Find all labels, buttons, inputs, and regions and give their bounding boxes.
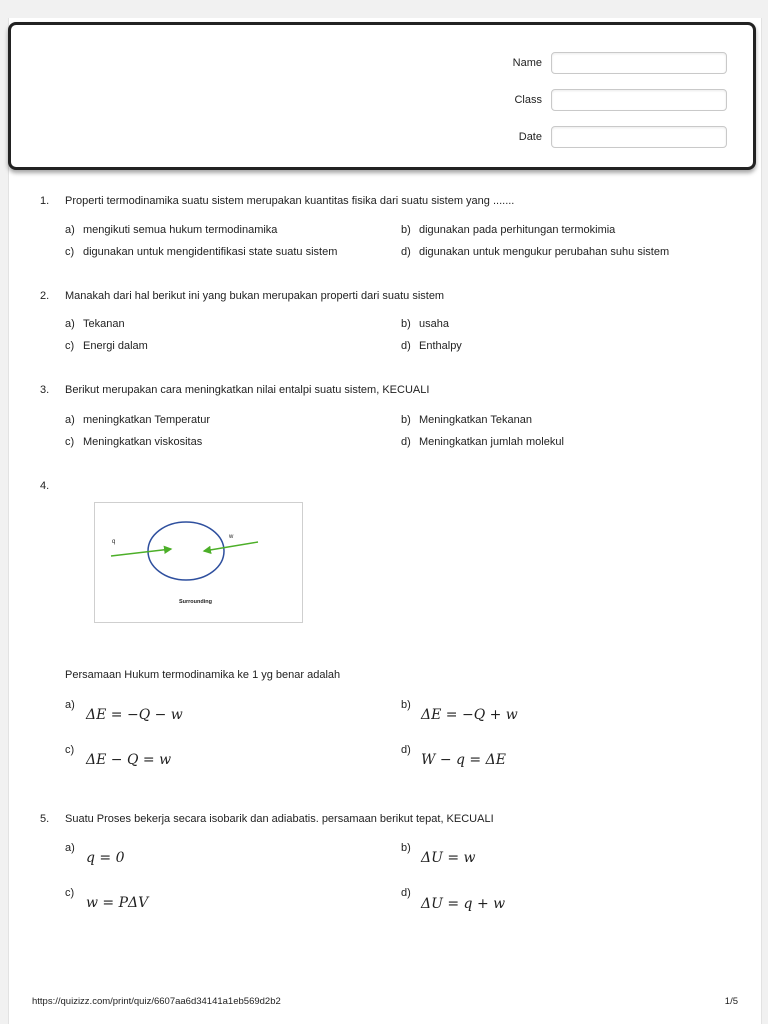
option-2a xyxy=(65,318,125,330)
option-text: digunakan untuk mengidentifikasi state suatu sistem xyxy=(83,246,338,258)
option-3d xyxy=(401,436,564,448)
option-letter: a) xyxy=(65,318,75,330)
class-field[interactable] xyxy=(551,89,727,111)
option-1c xyxy=(65,246,337,258)
option-letter: b) xyxy=(401,414,411,426)
question-number: 5. xyxy=(40,813,50,825)
option-2d xyxy=(401,340,462,352)
question-4-text: Persamaan Hukum termodinamika ke 1 yg benar adalah xyxy=(65,669,341,681)
option-text: Enthalpy xyxy=(419,340,462,352)
option-4c-letter: c) xyxy=(65,744,75,756)
option-text: Energi dalam xyxy=(83,340,148,352)
name-label: Name xyxy=(512,57,542,69)
option-5b-formula: ΔU = w xyxy=(421,850,476,866)
heat-arrow xyxy=(111,549,171,556)
date-field[interactable] xyxy=(551,126,727,148)
question-text: Manakah dari hal berikut ini yang bukan merupakan properti dari suatu sistem xyxy=(65,290,445,302)
option-2b xyxy=(401,318,449,330)
system-diagram xyxy=(94,502,303,623)
option-text: digunakan untuk mengukur perubahan suhu sistem xyxy=(419,246,670,258)
option-5b-letter: b) xyxy=(401,842,411,854)
option-letter: b) xyxy=(401,318,411,330)
option-5c-letter: c) xyxy=(65,887,75,899)
question-number: 4. xyxy=(40,480,50,492)
option-4a-formula: ΔE = −Q − w xyxy=(86,707,183,723)
option-3b xyxy=(401,414,532,426)
option-text: Tekanan xyxy=(83,318,125,330)
option-letter: c) xyxy=(65,246,75,258)
option-1a xyxy=(65,224,277,236)
option-text: meningkatkan Temperatur xyxy=(83,414,210,426)
print-url[interactable]: https://quizizz.com/print/quiz/6607aa6d34141a1eb569d2b2 xyxy=(32,996,281,1007)
option-5d-formula: ΔU = q + w xyxy=(421,896,506,912)
question-text: Properti termodinamika suatu sistem merupakan kuantitas fisika dari suatu sistem yang ....... xyxy=(65,195,515,207)
option-text: usaha xyxy=(419,318,449,330)
question-text: Berikut merupakan cara meningkatkan nilai entalpi suatu sistem, KECUALI xyxy=(65,384,430,396)
option-4b-letter: b) xyxy=(401,699,411,711)
option-letter: d) xyxy=(401,340,411,352)
class-label: Class xyxy=(514,94,542,106)
option-text: mengikuti semua hukum termodinamika xyxy=(83,224,278,236)
option-letter: d) xyxy=(401,436,411,448)
option-2c xyxy=(65,340,148,352)
option-text: Meningkatkan viskositas xyxy=(83,436,203,448)
surrounding-label: Surrounding xyxy=(179,599,212,605)
option-text: Meningkatkan jumlah molekul xyxy=(419,436,564,448)
option-letter: c) xyxy=(65,436,75,448)
option-4d-formula: W − q = ΔE xyxy=(421,752,506,768)
option-letter: b) xyxy=(401,224,411,236)
question-number: 2. xyxy=(40,290,50,302)
option-5a-letter: a) xyxy=(65,842,75,854)
page-number: 1/5 xyxy=(724,996,738,1007)
name-row xyxy=(492,52,727,74)
option-5d-letter: d) xyxy=(401,887,411,899)
work-arrow xyxy=(204,542,258,551)
option-4c-formula: ΔE − Q = w xyxy=(86,752,172,768)
diagram-svg xyxy=(95,503,302,622)
option-letter: a) xyxy=(65,414,75,426)
question-text: Suatu Proses bekerja secara isobarik dan adiabatis. persamaan berikut tepat, KECUALI xyxy=(65,813,494,825)
date-label: Date xyxy=(518,131,542,143)
class-row xyxy=(492,89,727,111)
option-text: Meningkatkan Tekanan xyxy=(419,414,532,426)
heat-label: q xyxy=(112,539,116,545)
question-number: 1. xyxy=(40,195,50,207)
option-letter: d) xyxy=(401,246,411,258)
option-letter: c) xyxy=(65,340,75,352)
option-3c xyxy=(65,436,202,448)
option-5c-formula: w = PΔV xyxy=(86,895,149,911)
student-info-card xyxy=(8,22,756,170)
date-row xyxy=(492,126,727,148)
option-1d xyxy=(401,246,669,258)
option-5a-formula: q = 0 xyxy=(86,850,125,866)
option-4d-letter: d) xyxy=(401,744,411,756)
question-number: 3. xyxy=(40,384,50,396)
option-1b xyxy=(401,224,615,236)
option-letter: a) xyxy=(65,224,75,236)
option-text: digunakan pada perhitungan termokimia xyxy=(419,224,616,236)
option-4b-formula: ΔE = −Q + w xyxy=(421,707,518,723)
option-4a-letter: a) xyxy=(65,699,75,711)
name-field[interactable] xyxy=(551,52,727,74)
work-label: w xyxy=(229,534,234,540)
option-3a xyxy=(65,414,210,426)
